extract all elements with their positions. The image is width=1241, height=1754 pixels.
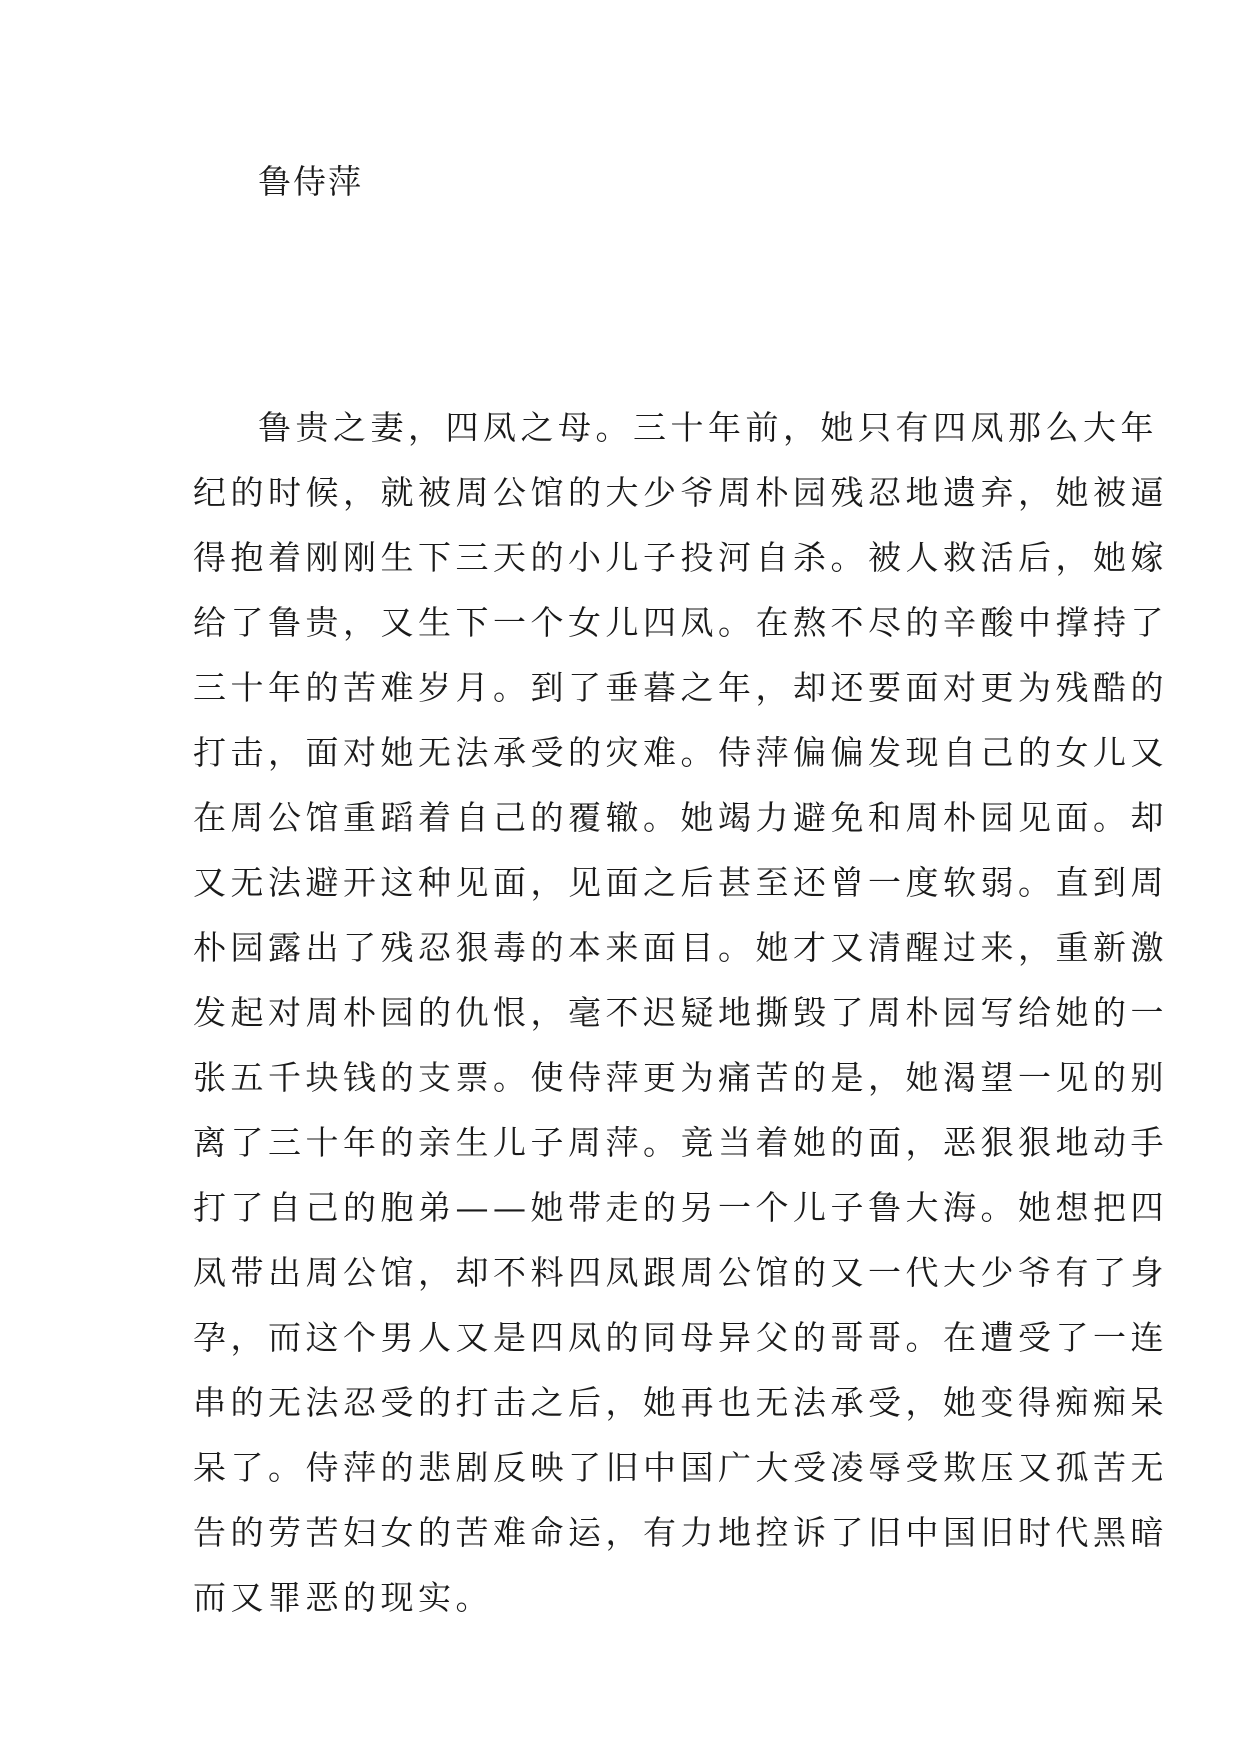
paragraph-line: 鲁贵之妻，四凤之母。三十年前，她只有四凤那么大年 <box>258 408 1158 447</box>
paragraph-line: 在周公馆重蹈着自己的覆辙。她竭力避免和周朴园见面。却 <box>193 798 1168 837</box>
paragraph-line: 而又罪恶的现实。 <box>193 1578 493 1617</box>
paragraph-line: 张五千块钱的支票。使侍萍更为痛苦的是，她渴望一见的别 <box>193 1058 1168 1097</box>
document-title: 鲁侍萍 <box>258 162 363 201</box>
paragraph-line: 离了三十年的亲生儿子周萍。竟当着她的面，恶狠狠地动手 <box>193 1123 1168 1162</box>
paragraph-line: 凤带出周公馆，却不料四凤跟周公馆的又一代大少爷有了身 <box>193 1253 1168 1292</box>
paragraph-line: 孕，而这个男人又是四凤的同母异父的哥哥。在遭受了一连 <box>193 1318 1168 1357</box>
paragraph-line: 告的劳苦妇女的苦难命运，有力地控诉了旧中国旧时代黑暗 <box>193 1513 1168 1552</box>
paragraph-line: 纪的时候，就被周公馆的大少爷周朴园残忍地遗弃，她被逼 <box>193 473 1168 512</box>
paragraph-line: 得抱着刚刚生下三天的小儿子投河自杀。被人救活后，她嫁 <box>193 538 1168 577</box>
paragraph-line: 朴园露出了残忍狠毒的本来面目。她才又清醒过来，重新激 <box>193 928 1168 967</box>
paragraph-line: 串的无法忍受的打击之后，她再也无法承受，她变得痴痴呆 <box>193 1383 1168 1422</box>
paragraph-line: 三十年的苦难岁月。到了垂暮之年，却还要面对更为残酷的 <box>193 668 1168 707</box>
document-body <box>193 395 1168 1630</box>
paragraph-line: 发起对周朴园的仇恨，毫不迟疑地撕毁了周朴园写给她的一 <box>193 993 1168 1032</box>
paragraph-line: 打了自己的胞弟——她带走的另一个儿子鲁大海。她想把四 <box>193 1188 1168 1227</box>
paragraph-line: 又无法避开这种见面，见面之后甚至还曾一度软弱。直到周 <box>193 863 1168 902</box>
paragraph-line: 打击，面对她无法承受的灾难。侍萍偏偏发现自己的女儿又 <box>193 733 1168 772</box>
paragraph-line: 呆了。侍萍的悲剧反映了旧中国广大受凌辱受欺压又孤苦无 <box>193 1448 1168 1487</box>
paragraph-line: 给了鲁贵，又生下一个女儿四凤。在熬不尽的辛酸中撑持了 <box>193 603 1168 642</box>
